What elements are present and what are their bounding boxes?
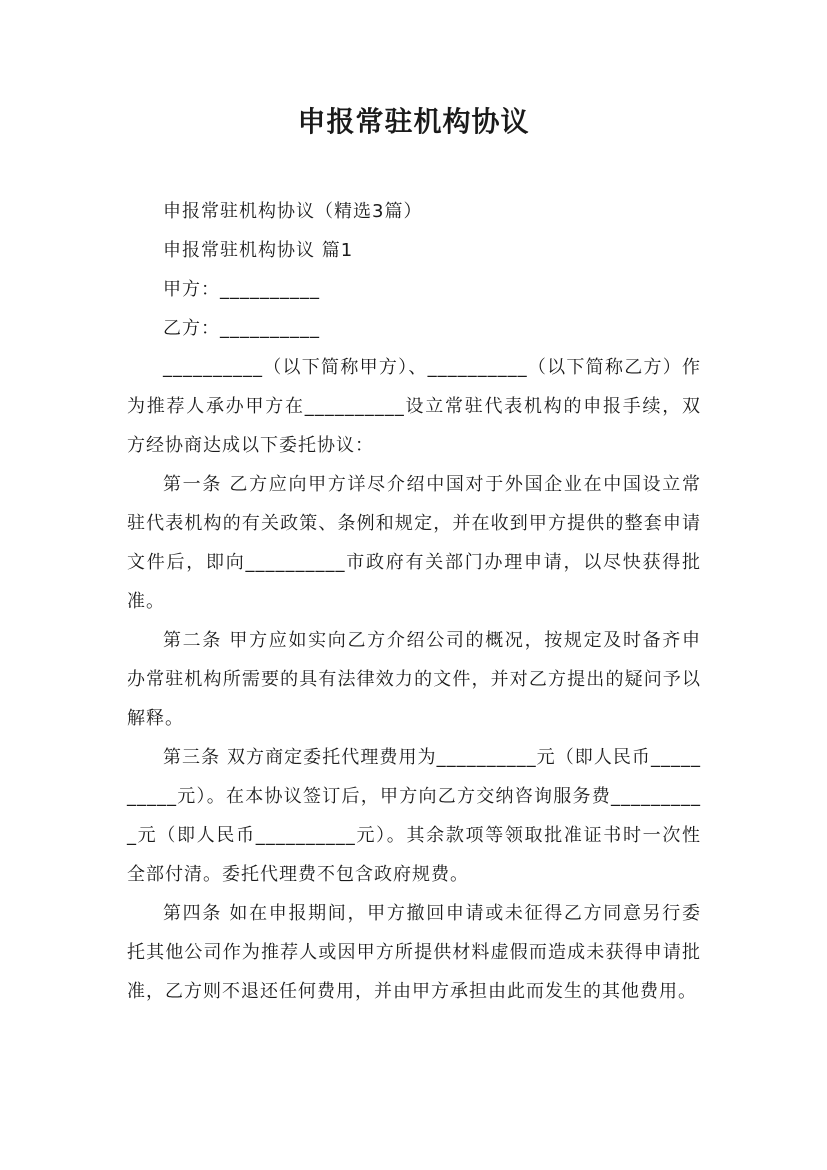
paragraph-article-3: 第三条 双方商定委托代理费用为__________元（即人民币__________元）。在本协议签订后，甲方向乙方交纳咨询服务费__________元（即人民币__________元）。其余款项等领取批准证书时一次性全部付清。委托代理费不包含政府规费。: [127, 747, 701, 885]
paragraph-party-a: 甲方：__________: [163, 279, 320, 300]
paragraph-article-4: 第四条 如在申报期间，甲方撤回申请或未征得乙方同意另行委托其他公司作为推荐人或因甲方所提供材料虚假而造成未获得申请批准，乙方则不退还任何费用，并由甲方承担由此而发生的其他费用。: [127, 903, 701, 1002]
paragraph-section-heading: 申报常驻机构协议 篇1: [163, 240, 354, 261]
paragraph-subtitle: 申报常驻机构协议（精选3篇）: [163, 201, 423, 222]
paragraph-party-b: 乙方：__________: [163, 318, 320, 339]
document-body: [127, 192, 701, 1011]
paragraph-intro: __________（以下简称甲方）、__________（以下简称乙方）作为推荐人承办甲方在__________设立常驻代表机构的申报手续，双方经协商达成以下委托协议：: [127, 357, 701, 456]
document-title: 申报常驻机构协议: [297, 105, 530, 138]
paragraph-article-1: 第一条 乙方应向甲方详尽介绍中国对于外国企业在中国设立常驻代表机构的有关政策、条例和规定，并在收到甲方提供的整套申请文件后，即向__________市政府有关部门办理申请，以尽快获得批准。: [127, 474, 701, 612]
paragraph-article-2: 第二条 甲方应如实向乙方介绍公司的概况，按规定及时备齐申办常驻机构所需要的具有法律效力的文件，并对乙方提出的疑问予以解释。: [127, 630, 701, 729]
